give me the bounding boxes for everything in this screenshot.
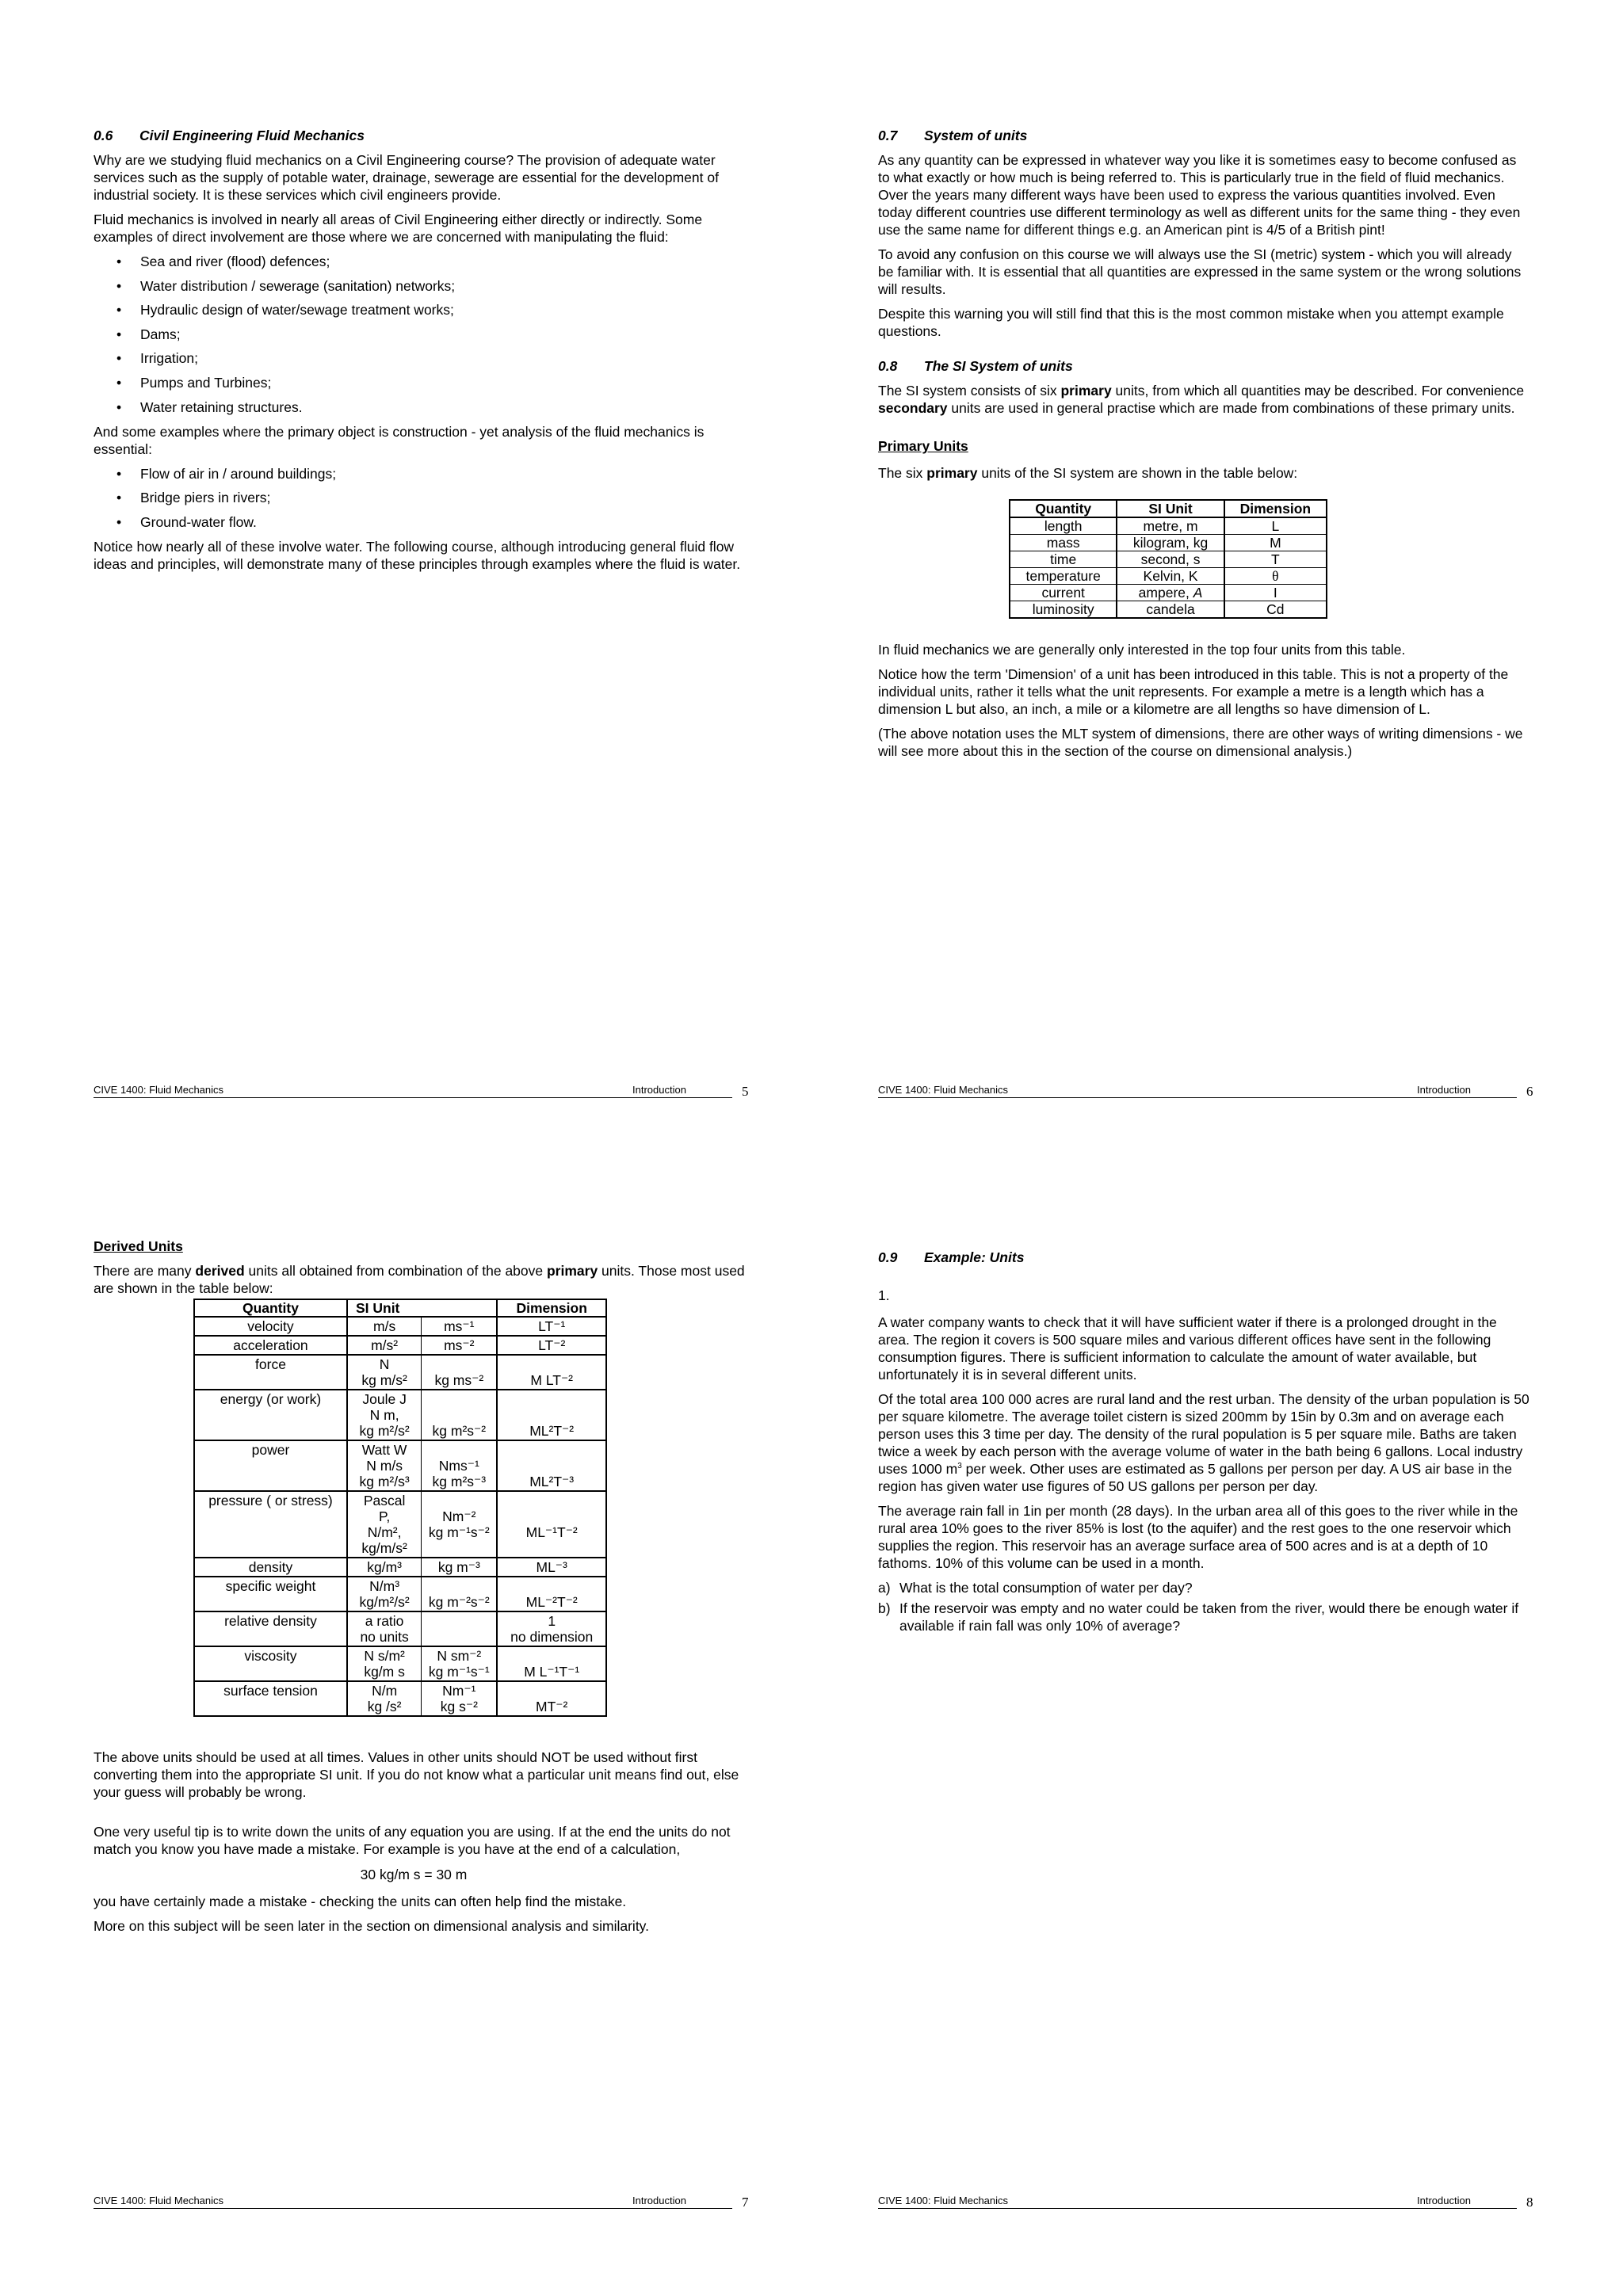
table-row bbox=[194, 1577, 606, 1611]
direct-involvement-list bbox=[94, 253, 745, 416]
paragraph: There are many derived units all obtained from combination of the above primary units. Those most used are shown in the table below: bbox=[94, 1263, 745, 1296]
table-row bbox=[194, 1611, 606, 1646]
footer-rule bbox=[878, 1097, 1517, 1098]
table-cell: I bbox=[1224, 585, 1327, 601]
unit-cell: Watt W N m/s kg m²/s³ bbox=[347, 1440, 422, 1491]
paragraph: The SI system consists of six primary units, from which all quantities may be described. For convenience secondary units are used in general practise which are made from combinations of these primary units. bbox=[878, 383, 1525, 416]
table-header: Dimension bbox=[497, 1299, 606, 1317]
unit-alt-cell bbox=[422, 1611, 498, 1646]
derived-units-heading: Derived Units bbox=[94, 1238, 183, 1254]
unit-cell: a ratio no units bbox=[347, 1611, 422, 1646]
list-item: • Dams; bbox=[140, 326, 745, 343]
table-row bbox=[1010, 585, 1327, 601]
table-cell: ampere, A bbox=[1117, 585, 1224, 601]
list-item: • Water retaining structures. bbox=[140, 399, 745, 416]
page-7 bbox=[94, 1238, 749, 2212]
table-cell: Cd bbox=[1224, 601, 1327, 619]
unit-alt-cell: kg m⁻³ bbox=[422, 1558, 498, 1577]
table-row bbox=[194, 1317, 606, 1336]
paragraph: Notice how nearly all of these involve water. The following course, although introducing general fluid flow ideas and principles, will demonstrate many of these principles through examples where the fluid is water. bbox=[94, 538, 741, 572]
table-header: SI Unit bbox=[347, 1299, 497, 1317]
primary-units-table bbox=[1009, 499, 1327, 619]
dimension-cell: M L⁻¹T⁻¹ bbox=[497, 1646, 606, 1681]
table-header: Dimension bbox=[1224, 500, 1327, 517]
page-number: 5 bbox=[742, 1084, 749, 1099]
page-7-body bbox=[94, 1238, 745, 1935]
table-cell: T bbox=[1224, 551, 1327, 568]
paragraph: To avoid any confusion on this course we will always use the SI (metric) system - which you will already be familiar with. It is essential that all quantities are expressed in the same system or the wrong solutions will results. bbox=[878, 246, 1522, 297]
table-cell: M bbox=[1224, 535, 1327, 551]
dimension-cell: LT⁻¹ bbox=[497, 1317, 606, 1336]
page-number: 7 bbox=[742, 2195, 749, 2210]
paragraph: In fluid mechanics we are generally only interested in the top four units from this table. bbox=[878, 642, 1406, 658]
paragraph: The average rain fall in 1in per month (28 days). In the urban area all of this goes to the river while in the rural area 10% goes to the river 85% is lost (to the aquifer) and the rest goes to the one reservoir which supplies the region. This reservoir has an average surface area of 500 acres and is at a depth of 10 fathoms. 10% of this volume can be used in a month. bbox=[878, 1503, 1518, 1571]
dimension-cell: ML⁻³ bbox=[497, 1558, 606, 1577]
footer-course: CIVE 1400: Fluid Mechanics bbox=[94, 1084, 224, 1096]
page-footer bbox=[94, 1084, 749, 1101]
table-cell: L bbox=[1224, 517, 1327, 535]
unit-alt-cell: Nm⁻² kg m⁻¹s⁻² bbox=[422, 1491, 498, 1558]
section-title: Example: Units bbox=[924, 1249, 1025, 1265]
page-number: 6 bbox=[1526, 1084, 1533, 1099]
quantity-cell: pressure ( or stress) bbox=[194, 1491, 347, 1558]
table-cell: second, s bbox=[1117, 551, 1224, 568]
page-6 bbox=[878, 127, 1533, 1101]
unit-cell: kg/m³ bbox=[347, 1558, 422, 1577]
section-number: 0.8 bbox=[878, 358, 898, 374]
question-item: b) If the reservoir was empty and no water could be taken from the river, would there be enough water if available if rain fall was only 10% of average? bbox=[878, 1600, 1519, 1634]
unit-alt-cell: ms⁻¹ bbox=[422, 1317, 498, 1336]
list-item: • Sea and river (flood) defences; bbox=[140, 253, 745, 270]
table-row bbox=[1010, 517, 1327, 535]
primary-units-heading: Primary Units bbox=[878, 438, 968, 454]
footer-chapter: Introduction bbox=[632, 1084, 686, 1096]
paragraph: The six primary units of the SI system are shown in the table below: bbox=[878, 465, 1298, 481]
table-cell: candela bbox=[1117, 601, 1224, 619]
list-item: • Hydraulic design of water/sewage treatment works; bbox=[140, 301, 745, 318]
page-8-body bbox=[878, 1249, 1529, 1634]
example-number: 1. bbox=[878, 1287, 890, 1303]
unit-cell: N s/m² kg/m s bbox=[347, 1646, 422, 1681]
footer-chapter: Introduction bbox=[1417, 2195, 1471, 2206]
derived-units-table bbox=[193, 1299, 607, 1717]
dimension-cell: ML⁻¹T⁻² bbox=[497, 1491, 606, 1558]
dimension-cell: MT⁻² bbox=[497, 1681, 606, 1716]
unit-alt-cell: Nms⁻¹ kg m²s⁻³ bbox=[422, 1440, 498, 1491]
paragraph: Of the total area 100 000 acres are rural land and the rest urban. The density of the urban population is 50 per square kilometre. The average toilet cistern is sized 200mm by 15in by 0.3m and on average each person uses this 3 time per day. The density of the rural population is 5 per square mile. Baths are taken twice a week by each person with the average volume of water in the bath being 6 gallons. Local industry uses 1000 $m^3$ per week. Other uses are estimated as 5 gallons per person per day. A US air base in the region has given water use figures of 50 US gallons per person per day. bbox=[878, 1391, 1529, 1494]
section-title: The SI System of units bbox=[924, 358, 1073, 374]
table-cell: θ bbox=[1224, 568, 1327, 585]
list-item: • Water distribution / sewerage (sanitation) networks; bbox=[140, 277, 745, 295]
footer-rule bbox=[878, 2208, 1517, 2209]
page-footer bbox=[878, 1084, 1533, 1101]
table-cell: Kelvin, K bbox=[1117, 568, 1224, 585]
paragraph: you have certainly made a mistake - checking the units can often help find the mistake. bbox=[94, 1894, 627, 1909]
dimension-cell: 1 no dimension bbox=[497, 1611, 606, 1646]
quantity-cell: energy (or work) bbox=[194, 1390, 347, 1440]
table-header-row bbox=[194, 1299, 606, 1317]
section-heading bbox=[878, 127, 1529, 144]
page-footer bbox=[878, 2195, 1533, 2212]
section-number: 0.7 bbox=[878, 128, 898, 143]
table-cell: kilogram, kg bbox=[1117, 535, 1224, 551]
paragraph: Fluid mechanics is involved in nearly all areas of Civil Engineering either directly or indirectly. Some examples of direct involvement are those where we are concerned with manipulating the fluid: bbox=[94, 212, 703, 245]
paragraph: Why are we studying fluid mechanics on a Civil Engineering course? The provision of adequate water services such as the supply of potable water, drainage, sewerage are essential for the development of industrial society. It is these services which civil engineers provide. bbox=[94, 152, 719, 203]
section-heading bbox=[878, 357, 1529, 375]
table-row bbox=[194, 1646, 606, 1681]
table-cell: length bbox=[1010, 517, 1117, 535]
question-item: a) What is the total consumption of water per day? bbox=[878, 1580, 1193, 1596]
quantity-cell: density bbox=[194, 1558, 347, 1577]
paragraph: Notice how the term 'Dimension' of a unit has been introduced in this table. This is not a property of the individual units, rather it tells what the unit represents. For example a metre is a length which has a dimension L but also, an inch, a mile or a kilometre are all lengths so have dimension of L. bbox=[878, 666, 1509, 717]
footer-rule bbox=[94, 2208, 732, 2209]
unit-cell: m/s bbox=[347, 1317, 422, 1336]
quantity-cell: specific weight bbox=[194, 1577, 347, 1611]
footer-course: CIVE 1400: Fluid Mechanics bbox=[878, 2195, 1009, 2206]
page-number: 8 bbox=[1526, 2195, 1533, 2210]
dimension-cell: ML⁻²T⁻² bbox=[497, 1577, 606, 1611]
quantity-cell: viscosity bbox=[194, 1646, 347, 1681]
table-row bbox=[1010, 551, 1327, 568]
footer-course: CIVE 1400: Fluid Mechanics bbox=[878, 1084, 1009, 1096]
unit-cell: N kg m/s² bbox=[347, 1355, 422, 1390]
footer-chapter: Introduction bbox=[632, 2195, 686, 2206]
table-row bbox=[194, 1440, 606, 1491]
quantity-cell: power bbox=[194, 1440, 347, 1491]
paragraph: More on this subject will be seen later in the section on dimensional analysis and similarity. bbox=[94, 1918, 649, 1934]
unit-alt-cell: kg ms⁻² bbox=[422, 1355, 498, 1390]
footer-chapter: Introduction bbox=[1417, 1084, 1471, 1096]
paragraph: A water company wants to check that it will have sufficient water if there is a prolonged drought in the area. The region it covers is 500 square miles and various different offices have sent in the following consumption figures. There is sufficient information to calculate the amount of water available, but unfortunately it is in several different units. bbox=[878, 1314, 1497, 1383]
page-5 bbox=[94, 127, 749, 1101]
table-cell: time bbox=[1010, 551, 1117, 568]
table-row bbox=[194, 1681, 606, 1716]
quantity-cell: surface tension bbox=[194, 1681, 347, 1716]
unit-cell: m/s² bbox=[347, 1336, 422, 1355]
quantity-cell: force bbox=[194, 1355, 347, 1390]
list-item: • Irrigation; bbox=[140, 349, 745, 367]
section-number: 0.9 bbox=[878, 1249, 898, 1265]
paragraph: Despite this warning you will still find that this is the most common mistake when you attempt example questions. bbox=[878, 306, 1504, 339]
page-6-body bbox=[878, 127, 1529, 760]
table-row bbox=[194, 1491, 606, 1558]
construction-list bbox=[94, 465, 745, 531]
table-header-row bbox=[1010, 500, 1327, 517]
paragraph: As any quantity can be expressed in whatever way you like it is sometimes easy to become confused as to what exactly or how much is being referred to. This is particularly true in the field of fluid mechanics. Over the years many different ways have been used to express the various quantities involved. Even today different countries use different terminology as well as different units for the same thing - they even use the same name for different things e.g. an American pint is 4/5 of a British pint! bbox=[878, 152, 1521, 238]
page-5-body bbox=[94, 127, 745, 573]
table-row bbox=[1010, 601, 1327, 619]
footer-rule bbox=[94, 1097, 732, 1098]
unit-alt-cell: kg m⁻²s⁻² bbox=[422, 1577, 498, 1611]
table-header: SI Unit bbox=[1117, 500, 1224, 517]
unit-cell: Pascal P, N/m², kg/m/s² bbox=[347, 1491, 422, 1558]
unit-alt-cell: ms⁻² bbox=[422, 1336, 498, 1355]
derived-table-body bbox=[194, 1317, 606, 1716]
table-row bbox=[194, 1355, 606, 1390]
unit-alt-cell: Nm⁻¹ kg s⁻² bbox=[422, 1681, 498, 1716]
table-cell: temperature bbox=[1010, 568, 1117, 585]
section-title: Civil Engineering Fluid Mechanics bbox=[139, 128, 365, 143]
quantity-cell: acceleration bbox=[194, 1336, 347, 1355]
equation: 30 kg/m s = 30 m bbox=[360, 1867, 468, 1882]
page-footer bbox=[94, 2195, 749, 2212]
paragraph: The above units should be used at all times. Values in other units should NOT be used without first converting them into the appropriate SI unit. If you do not know what a particular unit means find out, else your guess will probably be wrong. bbox=[94, 1749, 739, 1800]
table-row bbox=[1010, 535, 1327, 551]
table-row bbox=[194, 1558, 606, 1577]
section-heading bbox=[878, 1249, 1529, 1266]
quantity-cell: velocity bbox=[194, 1317, 347, 1336]
table-cell: current bbox=[1010, 585, 1117, 601]
paragraph: (The above notation uses the MLT system of dimensions, there are other ways of writing dimensions - we will see more about this in the section of the course on dimensional analysis.) bbox=[878, 726, 1523, 759]
table-header: Quantity bbox=[1010, 500, 1117, 517]
paragraph: One very useful tip is to write down the units of any equation you are using. If at the end the units do not match you know you have made a mistake. For example is you have at the end of a calculation, bbox=[94, 1824, 731, 1857]
section-number: 0.6 bbox=[94, 128, 113, 143]
section-heading bbox=[94, 127, 745, 144]
table-header: Quantity bbox=[194, 1299, 347, 1317]
unit-alt-cell: kg m²s⁻² bbox=[422, 1390, 498, 1440]
list-item: • Ground-water flow. bbox=[140, 513, 745, 531]
unit-alt-cell: N sm⁻² kg m⁻¹s⁻¹ bbox=[422, 1646, 498, 1681]
table-cell: metre, m bbox=[1117, 517, 1224, 535]
section-title: System of units bbox=[924, 128, 1028, 143]
footer-course: CIVE 1400: Fluid Mechanics bbox=[94, 2195, 224, 2206]
page-8 bbox=[878, 1238, 1533, 2212]
list-item: • Pumps and Turbines; bbox=[140, 374, 745, 391]
table-cell: luminosity bbox=[1010, 601, 1117, 619]
list-item: • Bridge piers in rivers; bbox=[140, 489, 745, 506]
table-row bbox=[194, 1390, 606, 1440]
unit-cell: N/m kg /s² bbox=[347, 1681, 422, 1716]
dimension-cell: M LT⁻² bbox=[497, 1355, 606, 1390]
dimension-cell: ML²T⁻² bbox=[497, 1390, 606, 1440]
paragraph: And some examples where the primary object is construction - yet analysis of the fluid mechanics is essential: bbox=[94, 423, 705, 457]
table-row bbox=[1010, 568, 1327, 585]
question-list bbox=[878, 1579, 1529, 1634]
unit-cell: Joule J N m, kg m²/s² bbox=[347, 1390, 422, 1440]
list-item: • Flow of air in / around buildings; bbox=[140, 465, 745, 482]
table-row bbox=[194, 1336, 606, 1355]
quantity-cell: relative density bbox=[194, 1611, 347, 1646]
table-cell: mass bbox=[1010, 535, 1117, 551]
dimension-cell: LT⁻² bbox=[497, 1336, 606, 1355]
unit-cell: N/m³ kg/m²/s² bbox=[347, 1577, 422, 1611]
dimension-cell: ML²T⁻³ bbox=[497, 1440, 606, 1491]
